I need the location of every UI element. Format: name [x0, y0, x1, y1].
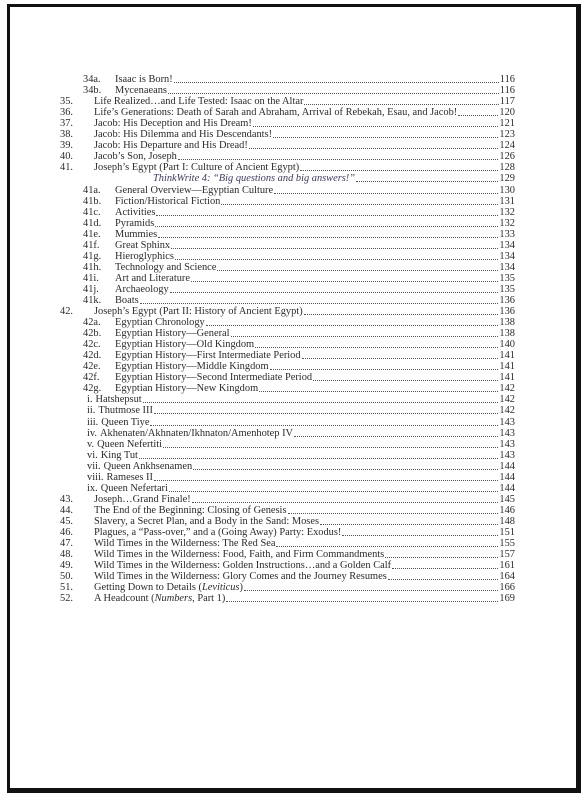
toc-entry-number: 51. [60, 582, 73, 594]
toc-entry-page: 142 [499, 394, 515, 406]
dot-leader [170, 291, 499, 293]
toc-entry-number: 42c. [83, 339, 101, 351]
toc-entry [59, 483, 515, 494]
toc-entry-page: 132 [499, 217, 515, 229]
table-of-contents [59, 74, 515, 604]
toc-entry-page: 124 [499, 140, 515, 152]
dot-leader [158, 236, 498, 238]
toc-entry-title: Rameses II [106, 471, 153, 483]
toc-entry-number: v. [87, 438, 95, 450]
dot-leader [270, 368, 499, 370]
dot-leader [178, 158, 499, 160]
toc-entry [59, 416, 515, 427]
toc-entry-number: 41k. [83, 294, 102, 306]
toc-entry-title: Fiction/Historical Fiction [115, 195, 221, 207]
toc-entry [59, 450, 515, 461]
toc-entry-title: Activities [115, 206, 156, 218]
toc-entry-number: 47. [60, 538, 73, 550]
toc-entry-number: 42. [60, 306, 73, 318]
dot-leader [273, 136, 498, 138]
toc-entry-title: Mycenaeans [115, 85, 167, 97]
toc-entry-title: Egyptian History—Middle Kingdom [115, 361, 269, 373]
dot-leader [156, 214, 498, 216]
toc-entry [59, 218, 515, 229]
toc-entry [59, 151, 515, 162]
toc-entry-title: ThinkWrite 4: “Big questions and big answers!” [153, 173, 356, 185]
toc-entry-number: ix. [87, 482, 98, 494]
toc-entry [59, 162, 515, 173]
toc-entry-number: 41b. [83, 195, 102, 207]
toc-entry-page: 136 [499, 294, 515, 306]
dot-leader [163, 446, 498, 448]
toc-entry-page: 142 [499, 383, 515, 395]
dot-leader [294, 435, 498, 437]
dot-leader [259, 390, 498, 392]
toc-entry-title: Joseph…Grand Finale! [94, 493, 191, 505]
toc-entry-page: 126 [499, 151, 515, 163]
toc-entry [59, 361, 515, 372]
toc-entry [59, 85, 515, 96]
toc-entry-title: Egyptian History—General [115, 328, 230, 340]
dot-leader [175, 258, 499, 260]
toc-entry [59, 196, 515, 207]
toc-entry [59, 472, 515, 483]
toc-entry-title: Jacob: His Deception and His Dream! [94, 118, 252, 130]
toc-entry-title: Queen Nefertiti [97, 438, 163, 450]
toc-entry-number: 52. [60, 593, 73, 605]
toc-entry-page: 143 [499, 449, 515, 461]
toc-entry-title: Plagues, a “Pass-over,” and a (Going Away) Party: Exodus! [94, 526, 342, 538]
toc-entry [59, 383, 515, 394]
toc-entry-number: 35. [60, 96, 73, 108]
toc-entry [59, 560, 515, 571]
toc-entry-page: 143 [499, 416, 515, 428]
toc-entry [59, 505, 515, 516]
dot-leader [206, 324, 499, 326]
toc-entry-page: 140 [499, 339, 515, 351]
toc-entry-number: 41i. [83, 272, 99, 284]
dot-leader [139, 457, 498, 459]
toc-entry-page: 145 [499, 493, 515, 505]
toc-entry-number: 34b. [83, 85, 102, 97]
toc-entry-page: 141 [499, 361, 515, 373]
toc-entry-title: Egyptian History—First Intermediate Period [115, 350, 301, 362]
dot-leader [169, 490, 499, 492]
dot-leader [193, 468, 498, 470]
toc-entry-page: 121 [499, 118, 515, 130]
toc-entry-page: 134 [499, 250, 515, 262]
toc-entry-page: 166 [499, 582, 515, 594]
dot-leader [392, 567, 498, 569]
toc-entry-page: 116 [499, 85, 515, 97]
toc-entry-page: 141 [499, 372, 515, 384]
toc-entry [59, 549, 515, 560]
dot-leader [300, 169, 498, 171]
toc-entry-page: 143 [499, 427, 515, 439]
dot-leader [226, 600, 498, 602]
dot-leader [320, 523, 498, 525]
dot-leader [221, 203, 498, 205]
toc-entry-page: 128 [499, 162, 515, 174]
toc-entry [59, 405, 515, 416]
toc-entry [59, 494, 515, 505]
dot-leader [143, 401, 499, 403]
dot-leader [249, 147, 499, 149]
toc-entry [59, 207, 515, 218]
toc-entry-page: 138 [499, 328, 515, 340]
toc-entry-page: 141 [499, 350, 515, 362]
toc-entry [59, 527, 515, 538]
toc-entry-title: Queen Ankhsenamen [103, 460, 193, 472]
dot-leader [191, 280, 498, 282]
toc-entry [59, 140, 515, 151]
toc-entry-page: 144 [499, 471, 515, 483]
toc-entry-number: 41f. [83, 239, 100, 251]
toc-entry-page: 161 [499, 560, 515, 572]
toc-entry [59, 284, 515, 295]
toc-entry-page: 123 [499, 129, 515, 141]
toc-entry-title: Life Realized…and Life Tested: Isaac on the Altar [94, 96, 304, 108]
toc-entry-page: 143 [499, 438, 515, 450]
toc-entry-page: 130 [499, 184, 515, 196]
dot-leader [304, 103, 498, 105]
toc-entry-number: 48. [60, 549, 73, 561]
toc-entry-number: 45. [60, 515, 73, 527]
toc-entry-page: 131 [499, 195, 515, 207]
toc-entry-page: 136 [499, 306, 515, 318]
toc-entry [59, 173, 515, 184]
toc-entry-page: 157 [499, 549, 515, 561]
toc-entry [59, 428, 515, 439]
toc-entry-number: 46. [60, 526, 73, 538]
toc-entry-title: A Headcount (Numbers, Part 1) [94, 593, 226, 605]
toc-entry-page: 132 [499, 206, 515, 218]
toc-entry-page: 155 [499, 538, 515, 550]
toc-entry-number: 41g. [83, 250, 102, 262]
toc-entry-page: 135 [499, 283, 515, 295]
toc-entry-page: 116 [499, 74, 515, 86]
toc-entry-title: Boats [115, 294, 139, 306]
toc-entry-title: Technology and Science [115, 261, 217, 273]
toc-entry-number: 41a. [83, 184, 101, 196]
toc-entry-number: 41d. [83, 217, 102, 229]
toc-entry-number: viii. [87, 471, 104, 483]
toc-entry-title: Akhenaten/Akhnaten/Ikhnaton/Amenhotep IV [100, 427, 294, 439]
toc-entry-number: 39. [60, 140, 73, 152]
toc-entry [59, 107, 515, 118]
toc-entry [59, 571, 515, 582]
dot-leader [342, 534, 498, 536]
toc-entry-title: Wild Times in the Wilderness: Food, Faith, and Firm Commandments [94, 549, 385, 561]
toc-entry-number: vi. [87, 449, 98, 461]
dot-leader [168, 92, 499, 94]
toc-entry-page: 148 [499, 515, 515, 527]
toc-entry [59, 229, 515, 240]
toc-entry-number: 38. [60, 129, 73, 141]
toc-entry-number: 41c. [83, 206, 101, 218]
toc-entry [59, 328, 515, 339]
toc-entry [59, 295, 515, 306]
toc-entry-page: 164 [499, 571, 515, 583]
toc-entry-number: 42d. [83, 350, 102, 362]
toc-entry-title: Egyptian History—New Kingdom [115, 383, 259, 395]
toc-entry-page: 117 [499, 96, 515, 108]
toc-entry-number: 41h. [83, 261, 102, 273]
toc-entry-page: 133 [499, 228, 515, 240]
toc-entry-number: ii. [87, 405, 96, 417]
toc-entry-title: Jacob: His Departure and His Dread! [94, 140, 248, 152]
toc-entry [59, 273, 515, 284]
toc-entry-title: Jacob’s Son, Joseph [94, 151, 177, 163]
toc-entry [59, 184, 515, 195]
toc-entry-page: 142 [499, 405, 515, 417]
toc-entry-title: Joseph’s Egypt (Part II: History of Ancient Egypt) [94, 306, 303, 318]
toc-entry-title: Hieroglyphics [115, 250, 174, 262]
toc-entry-title: General Overview—Egyptian Culture [115, 184, 274, 196]
dot-leader [274, 192, 498, 194]
toc-entry-number: 42e. [83, 361, 101, 373]
toc-entry-number: vii. [87, 460, 101, 472]
toc-entry-page: 138 [499, 317, 515, 329]
toc-entry-title: Mummies [115, 228, 158, 240]
toc-entry-number: 37. [60, 118, 73, 130]
toc-entry-number: 49. [60, 560, 73, 572]
toc-entry-title: Egyptian History—Old Kingdom [115, 339, 255, 351]
dot-leader [174, 81, 499, 83]
toc-entry [59, 350, 515, 361]
toc-entry [59, 74, 515, 85]
toc-entry [59, 439, 515, 450]
toc-entry-number: 44. [60, 504, 73, 516]
dot-leader [356, 180, 498, 182]
toc-entry-page: 144 [499, 460, 515, 472]
toc-entry-title: Queen Tiye [101, 416, 150, 428]
toc-entry-title: Hatshepsut [95, 394, 142, 406]
toc-entry-title: Wild Times in the Wilderness: Glory Comes and the Journey Resumes [94, 571, 387, 583]
toc-entry-page: 120 [499, 107, 515, 119]
dot-leader [231, 335, 499, 337]
toc-entry-number: 41j. [83, 283, 99, 295]
dot-leader [385, 556, 498, 558]
dot-leader [253, 125, 499, 127]
dot-leader [154, 412, 498, 414]
toc-entry [59, 306, 515, 317]
toc-entry-number: iv. [87, 427, 98, 439]
toc-entry-title: The End of the Beginning: Closing of Genesis [94, 504, 287, 516]
toc-entry [59, 240, 515, 251]
toc-entry-title: Pyramids [115, 217, 155, 229]
dot-leader [192, 501, 499, 503]
toc-entry-title: Slavery, a Secret Plan, and a Body in the Sand: Moses [94, 515, 319, 527]
toc-entry [59, 538, 515, 549]
toc-entry-title: Wild Times in the Wilderness: The Red Sea [94, 538, 276, 550]
toc-entry-number: 42b. [83, 328, 102, 340]
toc-entry [59, 582, 515, 593]
toc-entry-title: Egyptian Chronology [115, 317, 205, 329]
toc-entry-title: Getting Down to Details (Leviticus) [94, 582, 243, 594]
toc-entry-title: Great Sphinx [115, 239, 171, 251]
toc-entry-page: 135 [499, 272, 515, 284]
toc-entry-title: King Tut [100, 449, 138, 461]
dot-leader [304, 313, 499, 315]
toc-entry-number: i. [87, 394, 93, 406]
toc-entry-page: 144 [499, 482, 515, 494]
toc-entry-title: Wild Times in the Wilderness: Golden Instructions…and a Golden Calf [94, 560, 392, 572]
toc-entry-number: 34a. [83, 74, 101, 86]
toc-entry [59, 317, 515, 328]
toc-entry-title: Queen Nefertari [100, 482, 168, 494]
toc-entry [59, 118, 515, 129]
dot-leader [244, 589, 498, 591]
toc-entry-title: Archaeology [115, 283, 169, 295]
toc-entry [59, 96, 515, 107]
toc-entry [59, 129, 515, 140]
toc-entry-title: Thutmose III [98, 405, 153, 417]
dot-leader [388, 578, 499, 580]
toc-entry-title: Isaac is Born! [115, 74, 173, 86]
toc-entry-number: 43. [60, 493, 73, 505]
toc-entry-title: Joseph’s Egypt (Part I: Culture of Ancient Egypt) [94, 162, 300, 174]
toc-entry [59, 251, 515, 262]
dot-leader [150, 424, 498, 426]
toc-entry [59, 461, 515, 472]
dot-leader [313, 379, 498, 381]
toc-entry-number: 50. [60, 571, 73, 583]
dot-leader [140, 302, 499, 304]
toc-entry-page: 169 [499, 593, 515, 605]
toc-entry-page: 151 [499, 526, 515, 538]
toc-entry [59, 516, 515, 527]
toc-entry-page: 134 [499, 261, 515, 273]
toc-entry-number: 36. [60, 107, 73, 119]
toc-entry-page: 146 [499, 504, 515, 516]
toc-entry [59, 372, 515, 383]
toc-entry-page: 129 [499, 173, 515, 185]
dot-leader [217, 269, 498, 271]
toc-entry [59, 339, 515, 350]
toc-entry-number: iii. [87, 416, 99, 428]
toc-entry-number: 40. [60, 151, 73, 163]
dot-leader [302, 357, 499, 359]
toc-entry-number: 42a. [83, 317, 101, 329]
toc-entry-page: 134 [499, 239, 515, 251]
dot-leader [255, 346, 498, 348]
toc-entry-title: Egyptian History—Second Intermediate Period [115, 372, 313, 384]
dot-leader [171, 247, 498, 249]
toc-entry-number: 42f. [83, 372, 100, 384]
toc-entry [59, 394, 515, 405]
dot-leader [155, 225, 498, 227]
toc-entry-number: 41. [60, 162, 73, 174]
dot-leader [276, 545, 498, 547]
dot-leader [154, 479, 498, 481]
toc-entry-title: Life’s Generations: Death of Sarah and Abraham, Arrival of Rebekah, Esau, and Jacob! [94, 107, 458, 119]
dot-leader [458, 114, 498, 116]
toc-entry-title: Art and Literature [115, 272, 191, 284]
toc-entry-number: 42g. [83, 383, 102, 395]
dot-leader [288, 512, 499, 514]
toc-entry [59, 593, 515, 604]
toc-entry-number: 41e. [83, 228, 101, 240]
toc-entry [59, 262, 515, 273]
toc-entry-title: Jacob: His Dilemma and His Descendants! [94, 129, 273, 141]
